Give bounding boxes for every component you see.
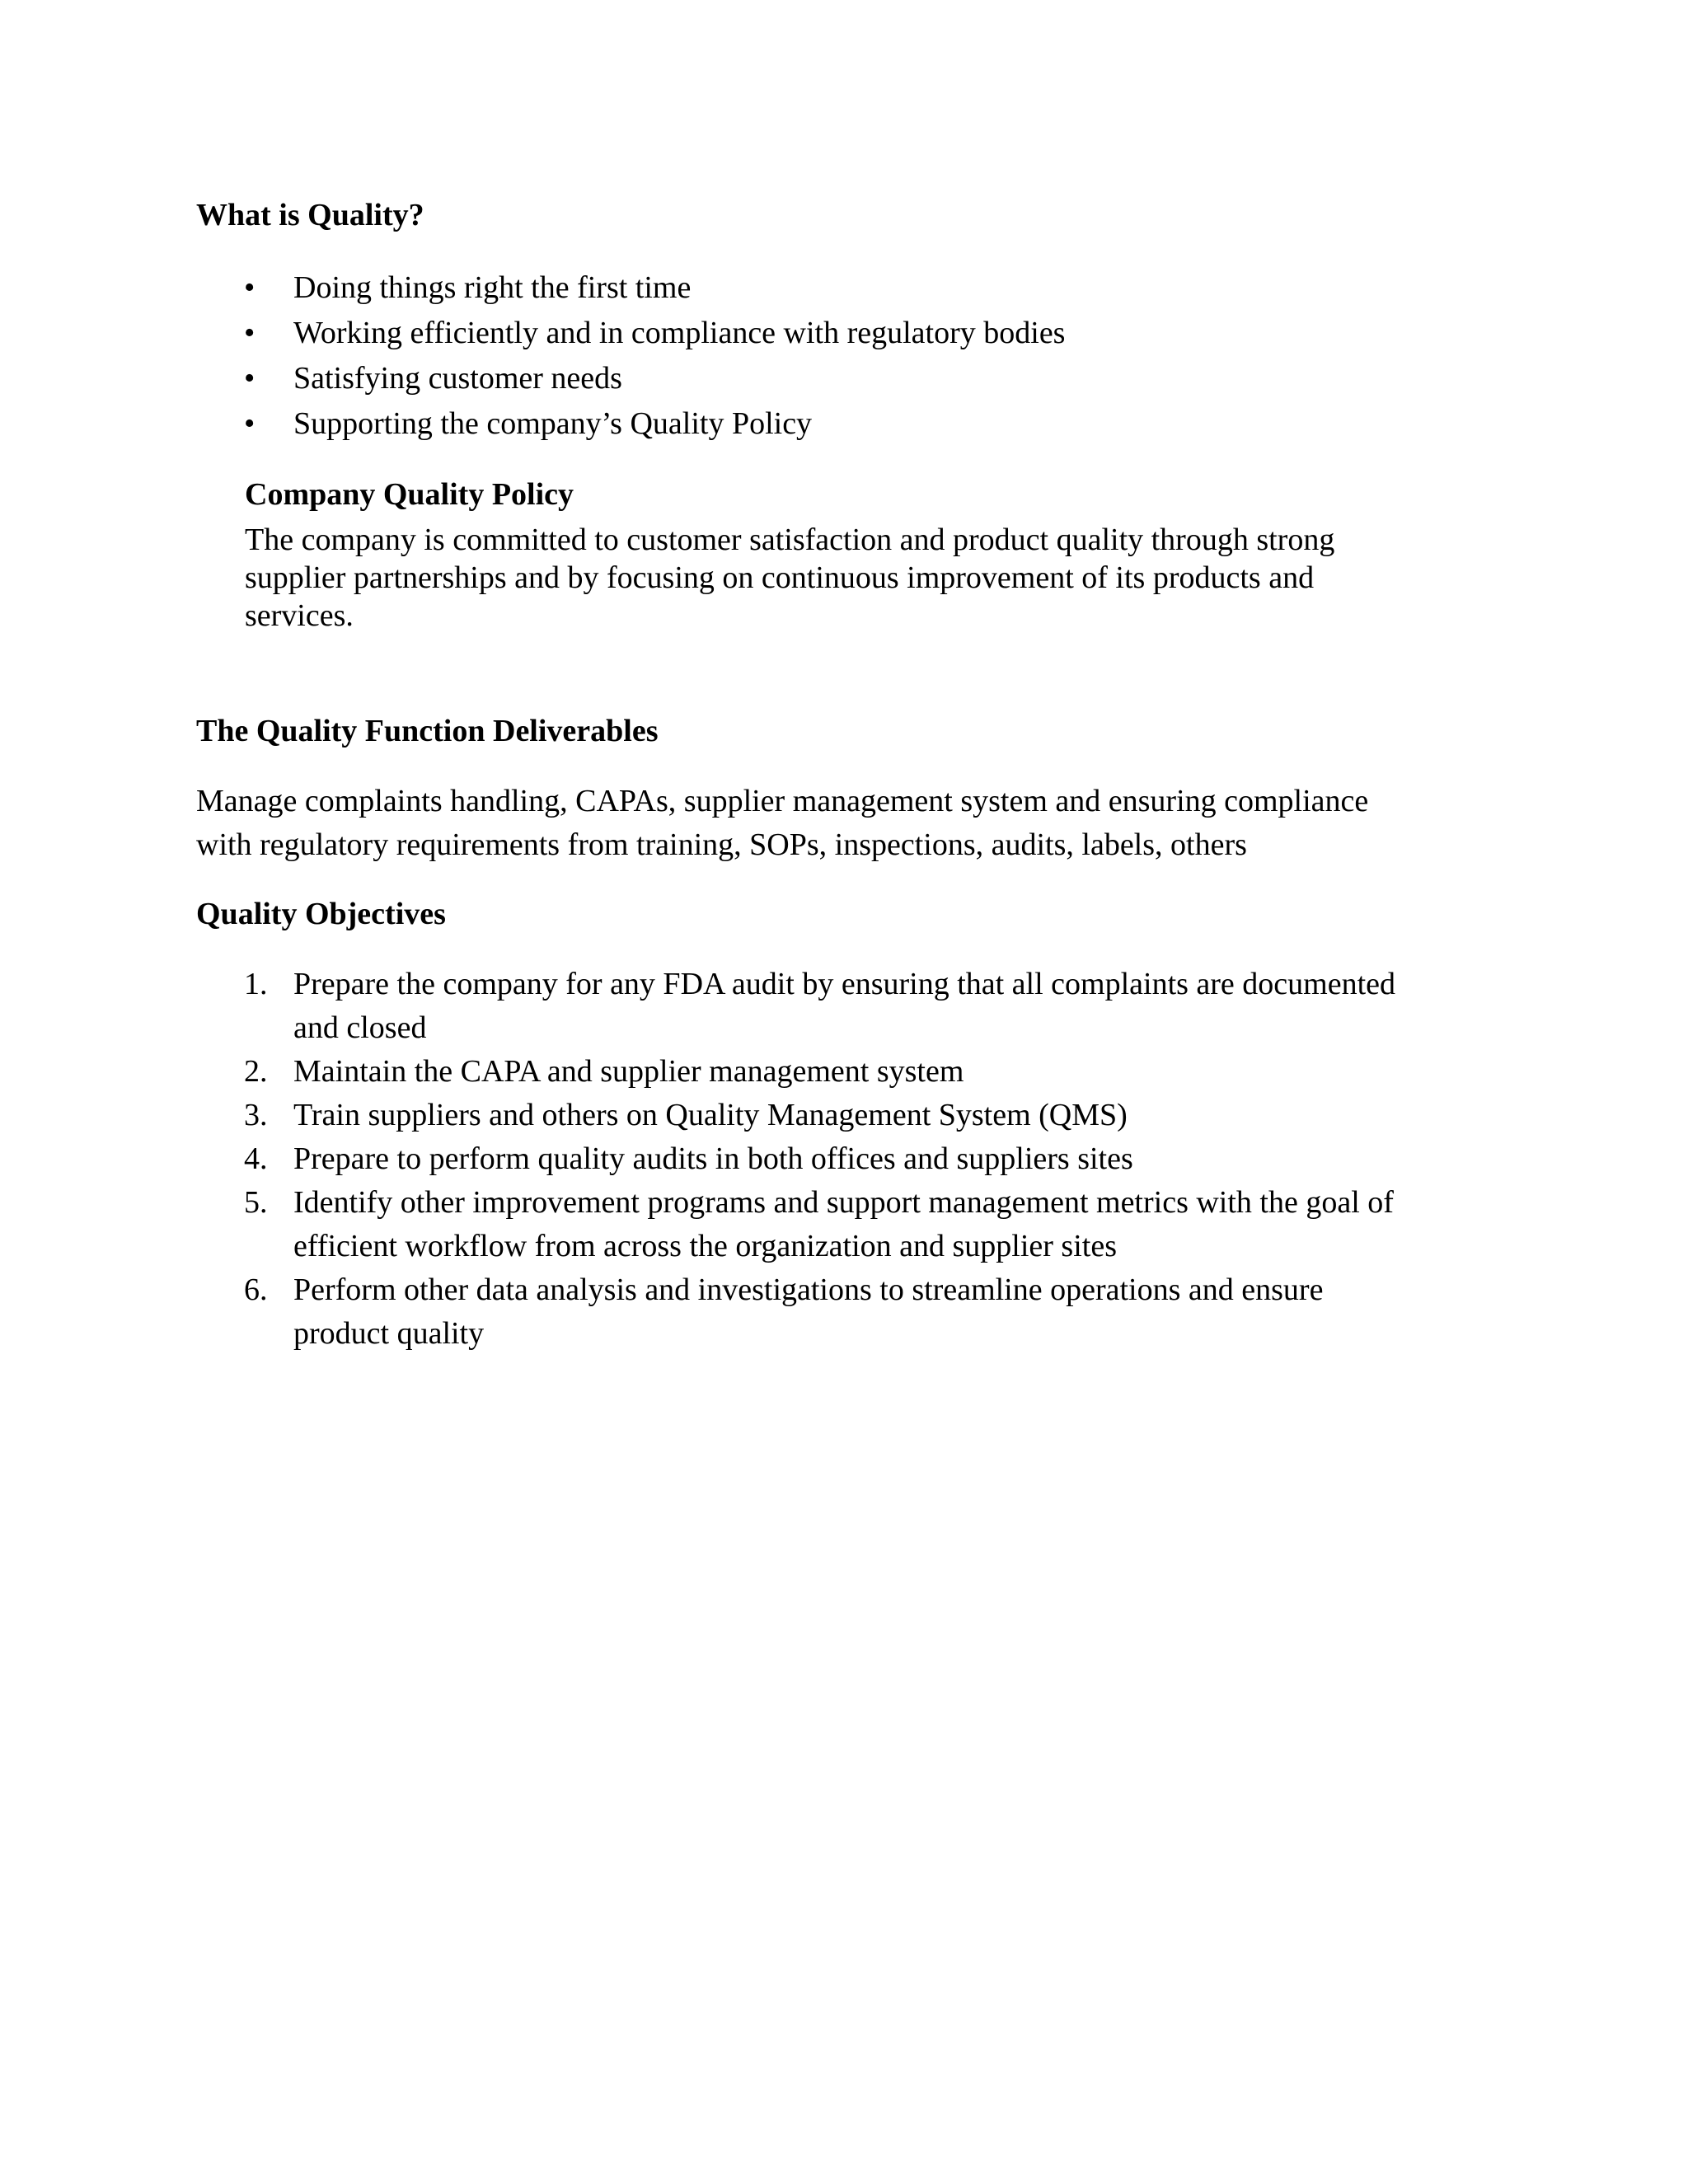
bullet-icon: • — [244, 270, 256, 305]
objective-text-line: Prepare to perform quality audits in both offices and suppliers sites — [293, 1141, 1133, 1176]
section-title-what-is-quality: What is Quality? — [196, 198, 424, 232]
objective-number: 6. — [244, 1272, 268, 1307]
objective-text-line: and closed — [293, 1010, 427, 1045]
objectives-title: Quality Objectives — [196, 897, 446, 931]
policy-text-line: The company is committed to customer satisfaction and product quality through strong — [245, 523, 1335, 557]
objective-text-line: Maintain the CAPA and supplier management system — [293, 1054, 964, 1089]
deliverables-text-line: Manage complaints handling, CAPAs, supplier management system and ensuring compliance — [196, 784, 1369, 818]
bullet-icon: • — [244, 361, 256, 396]
objective-text-line: efficient workflow from across the organization and supplier sites — [293, 1229, 1117, 1263]
deliverables-text-line: with regulatory requirements from training, SOPs, inspections, audits, labels, others — [196, 827, 1247, 862]
objective-text-line: Prepare the company for any FDA audit by ensuring that all complaints are documented — [293, 967, 1396, 1001]
objective-text-line: Identify other improvement programs and support management metrics with the goal of — [293, 1185, 1394, 1220]
bullet-item: Working efficiently and in compliance with regulatory bodies — [293, 316, 1066, 350]
objective-number: 5. — [244, 1185, 268, 1220]
objective-text-line: Train suppliers and others on Quality Management System (QMS) — [293, 1098, 1128, 1132]
bullet-icon: • — [244, 316, 256, 350]
objective-number: 4. — [244, 1141, 268, 1176]
policy-title: Company Quality Policy — [245, 477, 574, 512]
objective-text-line: Perform other data analysis and investigations to streamline operations and ensure — [293, 1272, 1324, 1307]
policy-text-line: services. — [245, 598, 354, 633]
bullet-item: Satisfying customer needs — [293, 361, 622, 396]
objective-number: 1. — [244, 967, 268, 1001]
policy-text-line: supplier partnerships and by focusing on continuous improvement of its products and — [245, 560, 1315, 595]
objective-number: 2. — [244, 1054, 268, 1089]
bullet-icon: • — [244, 406, 256, 441]
deliverables-title: The Quality Function Deliverables — [196, 714, 659, 748]
objective-text-line: product quality — [293, 1316, 485, 1351]
bullet-item: Supporting the company’s Quality Policy — [293, 406, 813, 441]
bullet-item: Doing things right the first time — [293, 270, 692, 305]
objective-number: 3. — [244, 1098, 268, 1132]
